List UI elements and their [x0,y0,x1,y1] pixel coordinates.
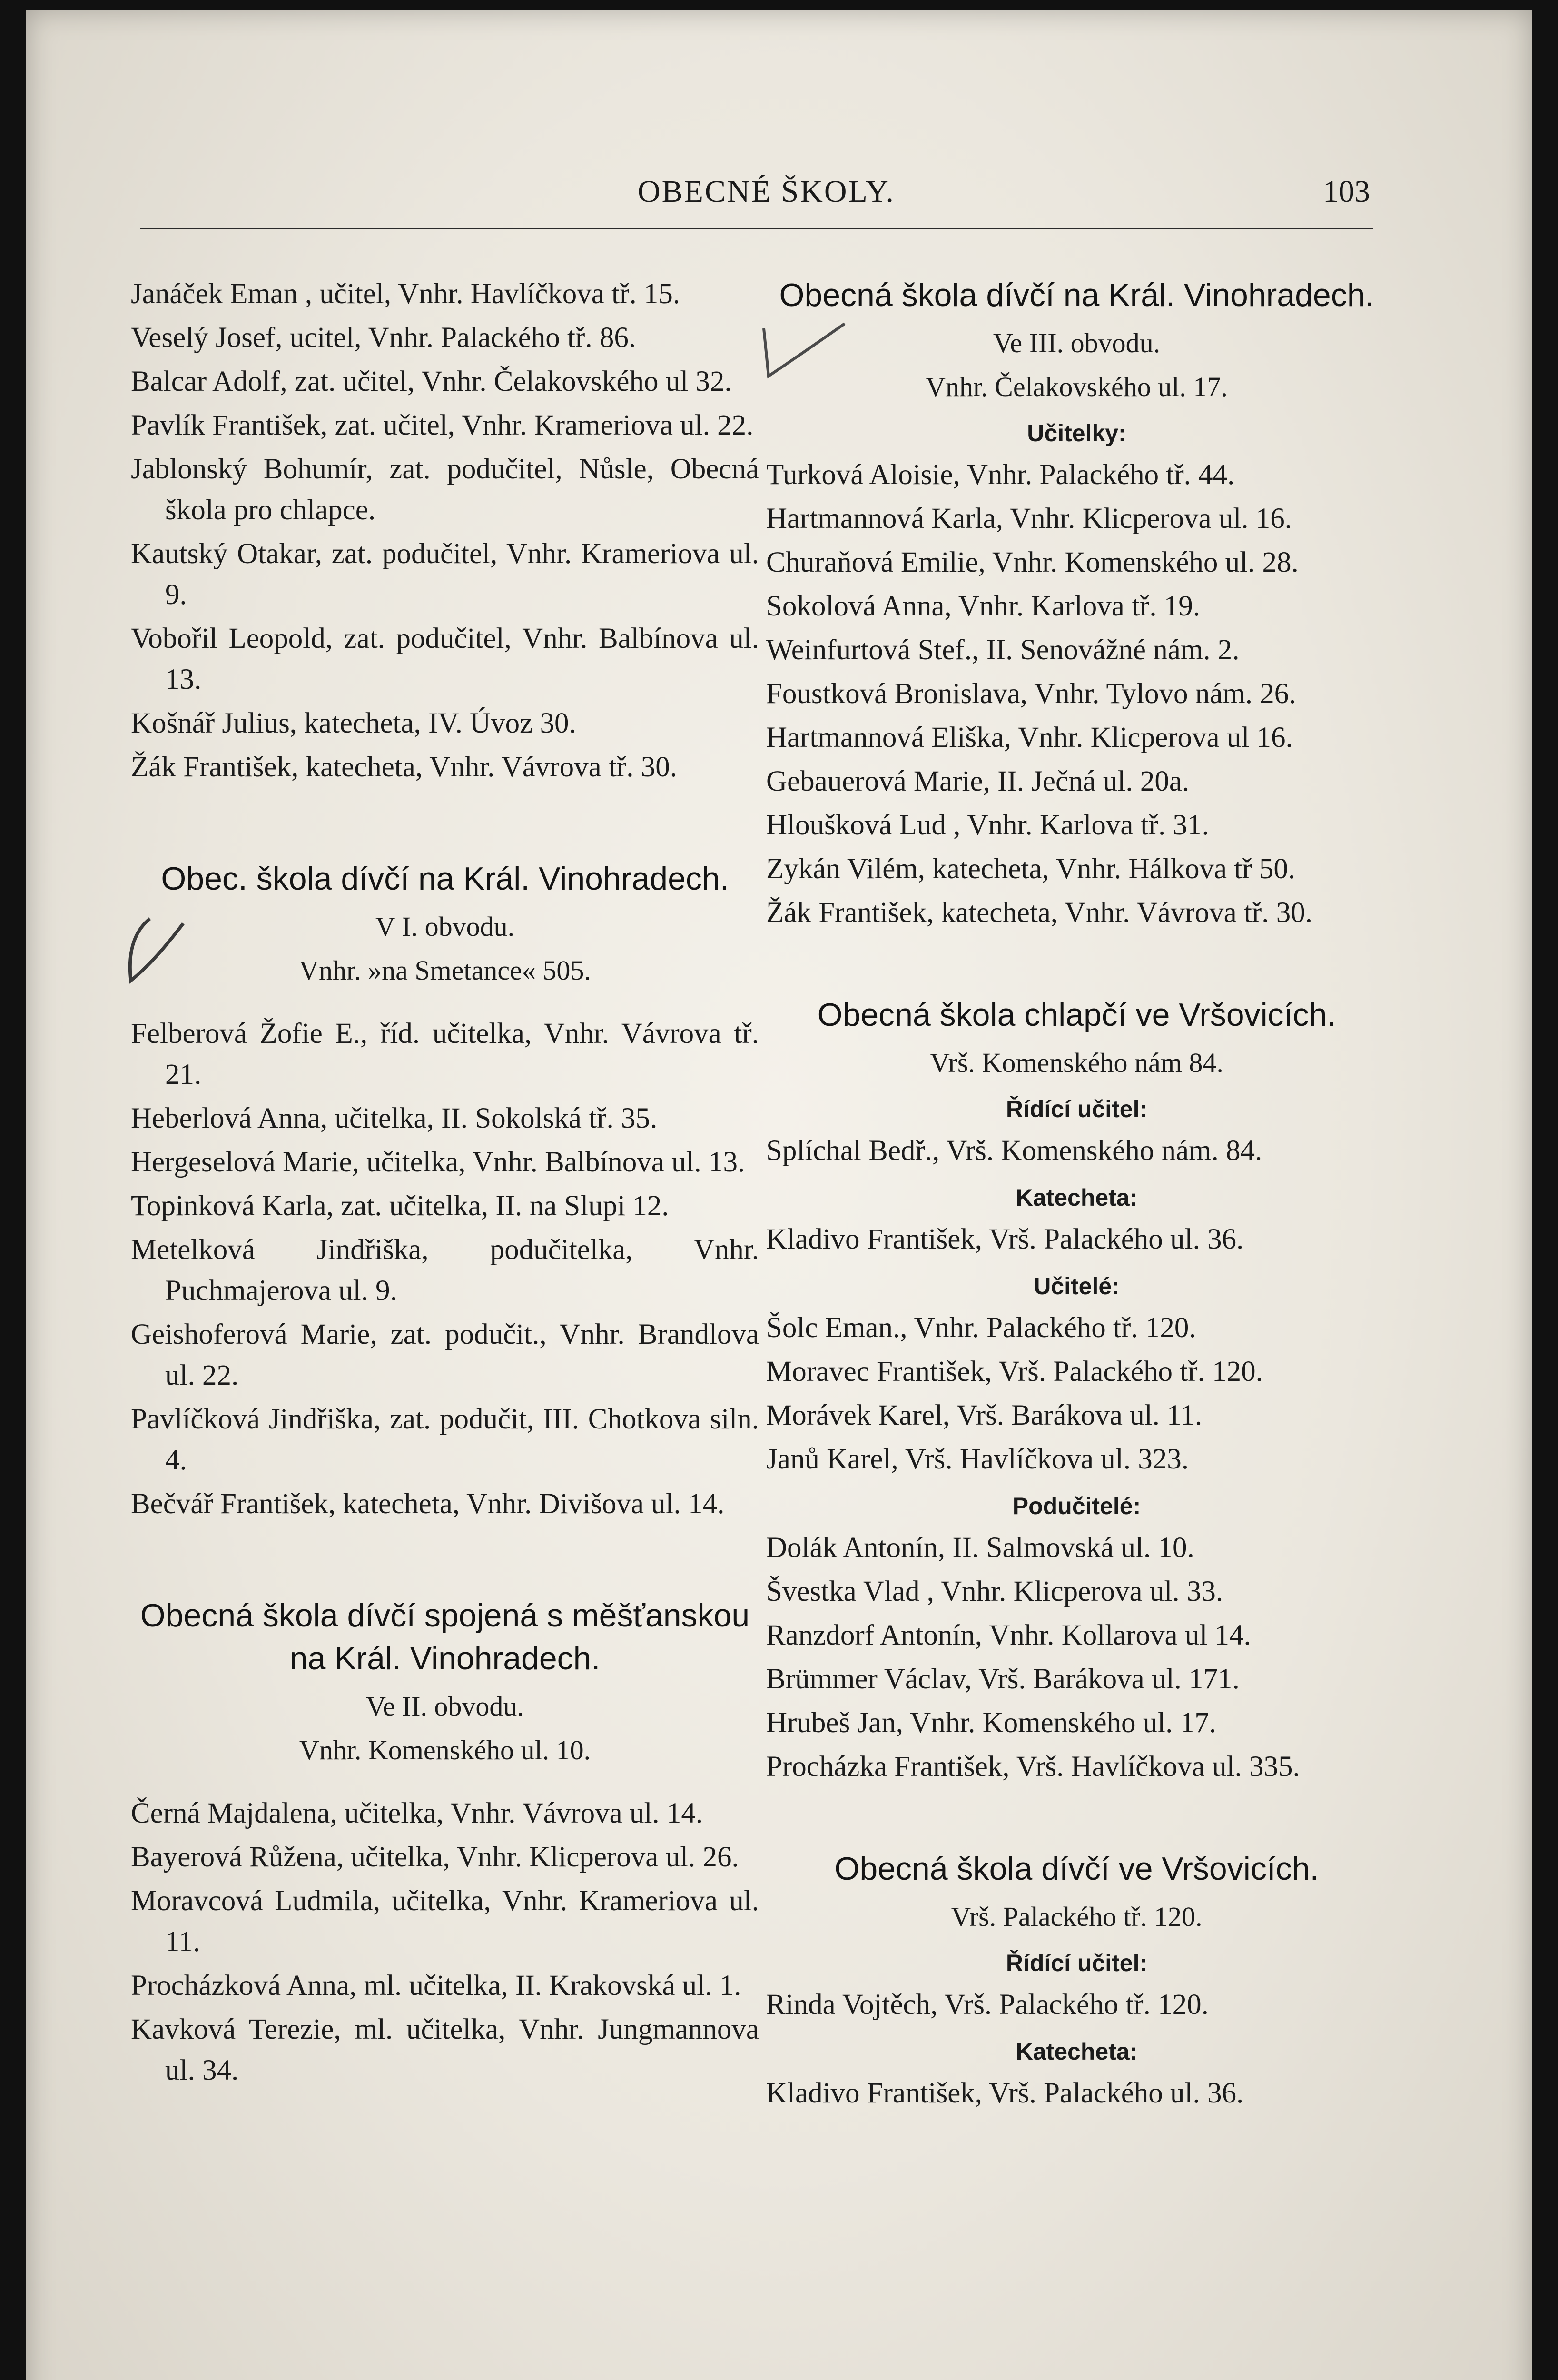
list-item: Košnář Julius, katecheta, IV. Úvoz 30. [131,707,576,739]
list-item: Turková Aloisie, Vnhr. Palackého tř. 44. [766,459,1235,491]
staff-list [131,1013,759,1525]
role-heading: Katecheta: [1016,1184,1138,1211]
list-item: Pavlíčková Jindřiška, zat. podučit, III. Chotkova siln. 4. [131,1403,759,1476]
list-item: Hrubeš Jan, Vnhr. Komenského ul. 17. [766,1707,1216,1739]
list-item: Černá Majdalena, učitelka, Vnhr. Vávrova ul. 14. [131,1797,703,1829]
list-item: Bečvář František, katecheta, Vnhr. Divišova ul. 14. [131,1488,725,1520]
right-column [766,274,1387,2117]
list-item: Sokolová Anna, Vnhr. Karlova tř. 19. [766,590,1201,622]
list-item: Janů Karel, Vrš. Havlíčkova ul. 323. [766,1443,1189,1475]
list-item: Brümmer Václav, Vrš. Barákova ul. 171. [766,1663,1240,1695]
list-item: Weinfurtová Stef., II. Senovážné nám. 2. [766,634,1240,666]
list-item: Churaňová Emilie, Vnhr. Komenského ul. 28. [766,546,1299,578]
list-item: Veselý Josef, ucitel, Vnhr. Palackého tř. 86. [131,322,636,354]
section-district: Ve II. obvodu. [366,1691,524,1722]
list-item: Balcar Adolf, zat. učitel, Vnhr. Čelakovského ul 32. [131,366,732,397]
section-district: Ve III. obvodu. [993,327,1161,358]
list-item: Žák František, katecheta, Vnhr. Vávrova tř. 30. [131,751,677,783]
header-rule [140,228,1373,229]
list-item: Morávek Karel, Vrš. Barákova ul. 11. [766,1399,1203,1431]
section-address: Vnhr. Čelakovského ul. 17. [926,371,1228,402]
left-column [131,274,759,2094]
staff-list [766,455,1387,933]
list-item: Švestka Vlad , Vnhr. Klicperova ul. 33. [766,1576,1223,1607]
list-item: Procházková Anna, ml. učitelka, II. Krakovská ul. 1. [131,1970,741,2002]
section-district: V I. obvodu. [375,911,515,942]
list-item: Bayerová Růžena, učitelka, Vnhr. Klicperova ul. 26. [131,1841,739,1873]
list-item: Hloušková Lud , Vnhr. Karlova tř. 31. [766,809,1209,841]
list-item: Moravcová Ludmila, učitelka, Vnhr. Krameriova ul. 11. [131,1885,759,1958]
list-item: Kladivo František, Vrš. Palackého ul. 36. [766,1223,1244,1255]
role-heading: Podučitelé: [1012,1493,1141,1519]
intro-list [131,274,759,788]
role-heading: Řídící učitel: [1006,1096,1148,1122]
list-item: Jablonský Bohumír, zat. podučitel, Nůsle, Obecná škola pro chlapce. [131,453,759,526]
list-item: Hartmannová Karla, Vnhr. Klicperova ul. 16. [766,503,1292,535]
list-item: Zykán Vilém, katecheta, Vnhr. Hálkova tř 50. [766,853,1296,885]
list-item: Topinková Karla, zat. učitelka, II. na Slupi 12. [131,1190,669,1222]
section-heading: Obecná škola dívčí ve Vršovicích. [834,1851,1319,1887]
list-item: Rinda Vojtěch, Vrš. Palackého tř. 120. [766,1989,1209,2021]
list-item: Kladivo František, Vrš. Palackého ul. 36. [766,2077,1244,2109]
list-item: Žák František, katecheta, Vnhr. Vávrova tř. 30. [766,897,1312,929]
section-address: Vrš. Palackého tř. 120. [951,1901,1203,1932]
section-address: Vrš. Komenského nám 84. [930,1047,1223,1078]
section-address: Vnhr. Komenského ul. 10. [299,1735,591,1765]
staff-list [766,1527,1387,1787]
list-item: Dolák Antonín, II. Salmovská ul. 10. [766,1532,1194,1564]
list-item: Moravec František, Vrš. Palackého tř. 120. [766,1356,1263,1388]
section-heading: Obecná škola dívčí spojená s měšťanskou na Král. Vinohradech. [140,1597,750,1676]
page-number: 103 [1323,174,1370,209]
staff-list [766,1308,1387,1480]
role-heading: Učitelé: [1034,1273,1120,1299]
role-heading: Učitelky: [1027,420,1126,446]
list-item: Kavková Terezie, ml. učitelka, Vnhr. Jungmannova ul. 34. [131,2013,759,2086]
section-address: Vnhr. »na Smetance« 505. [299,955,591,986]
list-item: Felberová Žofie E., říd. učitelka, Vnhr. Vávrova tř. 21. [131,1018,759,1091]
list-item: Hartmannová Eliška, Vnhr. Klicperova ul 16. [766,722,1293,754]
list-item: Procházka František, Vrš. Havlíčkova ul. 335. [766,1751,1300,1783]
section-heading: Obecná škola dívčí na Král. Vinohradech. [779,277,1374,313]
list-item: Gebauerová Marie, II. Ječná ul. 20a. [766,765,1190,797]
list-item: Heberlová Anna, učitelka, II. Sokolská tř. 35. [131,1102,658,1134]
list-item: Kautský Otakar, zat. podučitel, Vnhr. Krameriova ul. 9. [131,538,759,611]
list-item: Janáček Eman , učitel, Vnhr. Havlíčkova tř. 15. [131,278,680,310]
list-item: Foustková Bronislava, Vnhr. Tylovo nám. 26. [766,678,1296,710]
role-heading: Katecheta: [1016,2038,1138,2065]
section-heading: Obecná škola chlapčí ve Vršovicích. [817,997,1336,1033]
book-page [26,10,1532,2380]
list-item: Geishoferová Marie, zat. podučit., Vnhr. Brandlova ul. 22. [131,1319,759,1391]
list-item: Pavlík František, zat. učitel, Vnhr. Krameriova ul. 22. [131,409,754,441]
list-item: Vobořil Leopold, zat. podučitel, Vnhr. Balbínova ul. 13. [131,623,759,695]
list-item: Hergeselová Marie, učitelka, Vnhr. Balbínova ul. 13. [131,1146,745,1178]
list-item: Splíchal Bedř., Vrš. Komenského nám. 84. [766,1135,1262,1167]
list-item: Šolc Eman., Vnhr. Palackého tř. 120. [766,1312,1196,1344]
staff-list [131,1793,759,2091]
page-header-title: OBECNÉ ŠKOLY. [638,174,895,209]
list-item: Ranzdorf Antonín, Vnhr. Kollarova ul 14. [766,1619,1251,1651]
section-heading: Obec. škola dívčí na Král. Vinohradech. [161,861,729,897]
list-item: Metelková Jindřiška, podučitelka, Vnhr. Puchmajerova ul. 9. [131,1234,759,1307]
role-heading: Řídící učitel: [1006,1950,1148,1976]
